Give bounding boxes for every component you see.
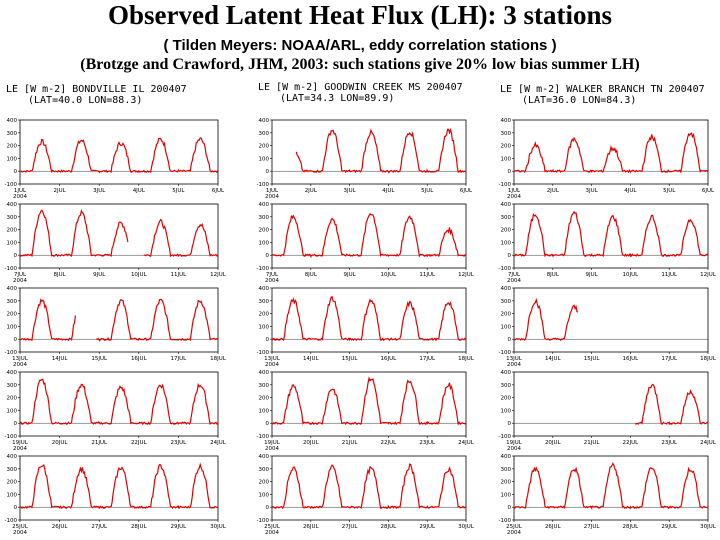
x-tick-label: 22JUL [130, 440, 147, 446]
x-tick-label: 23JUL [419, 440, 436, 446]
y-tick-label: 400 [258, 118, 269, 124]
y-tick-label: 400 [500, 202, 511, 208]
x-tick-label: 30JUL [210, 524, 226, 530]
panel-frame [20, 120, 218, 184]
x-tick-label: 22JUL [622, 440, 639, 446]
y-tick-label: 0 [507, 169, 511, 176]
le-series-line [20, 465, 218, 509]
y-tick-label: -100 [498, 182, 511, 188]
x-tick-label: 26JUL [544, 524, 561, 530]
x-tick-label: 15JUL [583, 356, 600, 362]
x-tick-label: 2JUL [546, 188, 559, 194]
x-tick-label: 11JUL [419, 272, 436, 278]
x-tick-label: 29JUL [419, 524, 436, 530]
y-tick-label: 300 [6, 298, 17, 305]
x-tick-label: 2004 [265, 530, 279, 536]
x-tick-label: 24JUL [700, 440, 716, 446]
x-tick-label: 16JUL [622, 356, 639, 362]
y-tick-label: 100 [258, 156, 269, 163]
le-series-line [20, 300, 218, 341]
le-series-line [514, 133, 708, 172]
x-tick-label: 19JUL [264, 440, 280, 446]
x-tick-label: 27JUL [91, 524, 108, 530]
y-tick-label: 300 [6, 214, 17, 221]
x-tick-label: 3JUL [343, 188, 356, 194]
y-tick-label: -100 [256, 266, 269, 272]
x-tick-label: 9JUL [93, 272, 106, 278]
y-tick-label: 0 [265, 505, 269, 512]
x-tick-label: 20JUL [302, 440, 319, 446]
y-tick-label: 200 [6, 143, 17, 150]
le-series-line [272, 464, 466, 508]
x-tick-label: 8JUL [53, 272, 66, 278]
y-tick-label: 400 [6, 370, 17, 376]
x-tick-label: 2004 [13, 362, 27, 368]
x-tick-label: 24JUL [458, 440, 474, 446]
y-tick-label: 0 [13, 421, 17, 428]
x-tick-label: 2JUL [53, 188, 66, 194]
x-tick-label: 20JUL [51, 440, 68, 446]
y-tick-label: 100 [6, 408, 17, 415]
panel-frame [20, 372, 218, 436]
le-series-line [635, 384, 708, 424]
le-series-line [514, 464, 708, 509]
y-tick-label: 300 [258, 382, 269, 389]
y-tick-label: 400 [258, 370, 269, 376]
chart-header-coords: (LAT=40.0 LON=88.3) [28, 95, 143, 106]
y-tick-label: 400 [500, 370, 511, 376]
x-tick-label: 14JUL [51, 356, 68, 362]
x-tick-label: 17JUL [661, 356, 678, 362]
y-tick-label: -100 [256, 182, 269, 188]
y-tick-label: 100 [6, 156, 17, 163]
panel-frame [20, 204, 218, 268]
x-tick-label: 2004 [13, 446, 27, 452]
x-tick-label: 20JUL [544, 440, 561, 446]
x-tick-label: 4JUL [382, 188, 395, 194]
x-tick-label: 11JUL [170, 272, 187, 278]
x-tick-label: 14JUL [302, 356, 319, 362]
y-tick-label: 300 [258, 298, 269, 305]
x-tick-label: 2004 [507, 362, 521, 368]
x-tick-label: 19JUL [506, 440, 522, 446]
x-tick-label: 30JUL [700, 524, 716, 530]
x-tick-label: 18JUL [210, 356, 226, 362]
y-tick-label: 0 [507, 337, 511, 344]
x-tick-label: 2JUL [304, 188, 317, 194]
y-tick-label: 0 [265, 169, 269, 176]
x-tick-label: 5JUL [663, 188, 676, 194]
panel-frame [272, 288, 466, 352]
x-tick-label: 5JUL [172, 188, 185, 194]
le-series-line [20, 379, 218, 424]
y-tick-label: -100 [498, 350, 511, 356]
x-tick-label: 17JUL [170, 356, 187, 362]
x-tick-label: 12JUL [210, 272, 226, 278]
panel-frame [272, 204, 466, 268]
chart-header-coords: (LAT=36.0 LON=84.3) [522, 95, 637, 106]
x-tick-label: 7JUL [13, 272, 27, 278]
y-tick-label: 200 [258, 227, 269, 234]
x-tick-label: 29JUL [170, 524, 187, 530]
panel-frame [272, 120, 466, 184]
panel-frame [514, 456, 708, 520]
x-tick-label: 2004 [507, 194, 521, 200]
x-tick-label: 10JUL [130, 272, 147, 278]
x-tick-label: 8JUL [304, 272, 317, 278]
y-tick-label: 300 [258, 130, 269, 137]
y-tick-label: -100 [4, 518, 17, 524]
panel-frame [20, 288, 218, 352]
x-tick-label: 27JUL [341, 524, 358, 530]
x-tick-label: 23JUL [661, 440, 678, 446]
y-tick-label: -100 [4, 266, 17, 272]
y-tick-label: -100 [256, 350, 269, 356]
x-tick-label: 4JUL [132, 188, 145, 194]
panel-frame [272, 456, 466, 520]
x-tick-label: 17JUL [419, 356, 436, 362]
y-tick-label: 200 [500, 311, 511, 318]
x-tick-label: 2004 [265, 362, 279, 368]
panel-frame [20, 456, 218, 520]
x-tick-label: 24JUL [210, 440, 226, 446]
y-tick-label: 400 [6, 454, 17, 460]
x-tick-label: 12JUL [700, 272, 716, 278]
x-tick-label: 25JUL [264, 524, 280, 530]
x-tick-label: 18JUL [458, 356, 474, 362]
y-tick-label: 100 [500, 240, 511, 247]
subtitle-source: ( Tilden Meyers: NOAA/ARL, eddy correlation stations ) [163, 37, 557, 54]
x-tick-label: 9JUL [343, 272, 356, 278]
y-tick-label: 400 [258, 202, 269, 208]
y-tick-label: 400 [6, 118, 17, 124]
x-tick-label: 25JUL [506, 524, 522, 530]
y-tick-label: 300 [6, 466, 17, 473]
x-tick-label: 4JUL [624, 188, 637, 194]
y-tick-label: 300 [258, 214, 269, 221]
x-tick-label: 21JUL [91, 440, 108, 446]
x-tick-label: 21JUL [583, 440, 600, 446]
x-tick-label: 2004 [265, 446, 279, 452]
x-tick-label: 16JUL [130, 356, 147, 362]
x-tick-label: 12JUL [458, 272, 474, 278]
x-tick-label: 2004 [265, 194, 279, 200]
x-tick-label: 21JUL [341, 440, 358, 446]
panel-frame [514, 372, 708, 436]
x-tick-label: 15JUL [91, 356, 108, 362]
le-series-line [272, 378, 466, 424]
y-tick-label: 200 [500, 479, 511, 486]
y-tick-label: 100 [6, 324, 17, 331]
y-tick-label: 0 [265, 421, 269, 428]
le-series-line [20, 210, 218, 256]
x-tick-label: 22JUL [380, 440, 397, 446]
y-tick-label: 300 [6, 130, 17, 137]
y-tick-label: 300 [6, 382, 17, 389]
x-tick-label: 23JUL [170, 440, 187, 446]
chart-header-station: LE [W m-2] WALKER BRANCH TN 200407 [500, 84, 705, 95]
page-title: Observed Latent Heat Flux (LH): 3 stations [108, 0, 612, 30]
x-tick-label: 11JUL [661, 272, 678, 278]
subtitle-note: (Brotzge and Crawford, JHM, 2003: such stations give 20% low bias summer LH) [80, 56, 640, 73]
x-tick-label: 14JUL [544, 356, 561, 362]
y-tick-label: 200 [258, 143, 269, 150]
x-tick-label: 26JUL [51, 524, 68, 530]
y-tick-label: 300 [500, 382, 511, 389]
y-tick-label: 200 [258, 395, 269, 402]
le-series-line [514, 212, 708, 256]
y-tick-label: 100 [258, 240, 269, 247]
x-tick-label: 27JUL [583, 524, 600, 530]
y-tick-label: 400 [258, 286, 269, 292]
y-tick-label: 0 [265, 337, 269, 344]
le-series-line [20, 138, 218, 172]
y-tick-label: 400 [500, 454, 511, 460]
y-tick-label: -100 [256, 518, 269, 524]
x-tick-label: 2004 [507, 278, 521, 284]
y-tick-label: 200 [6, 479, 17, 486]
y-tick-label: 100 [500, 156, 511, 163]
y-tick-label: 0 [507, 421, 511, 428]
panel-frame [514, 204, 708, 268]
y-tick-label: 0 [13, 505, 17, 512]
x-tick-label: 10JUL [622, 272, 639, 278]
x-tick-label: 2004 [13, 278, 27, 284]
y-tick-label: 100 [258, 492, 269, 499]
le-series-line [296, 129, 466, 172]
x-tick-label: 1JUL [507, 188, 521, 194]
x-tick-label: 8JUL [546, 272, 559, 278]
y-tick-label: 0 [13, 169, 17, 176]
y-tick-label: 400 [6, 202, 17, 208]
x-tick-label: 6JUL [211, 188, 225, 194]
y-tick-label: -100 [498, 518, 511, 524]
y-tick-label: 200 [6, 311, 17, 318]
y-tick-label: 200 [258, 311, 269, 318]
x-tick-label: 6JUL [701, 188, 715, 194]
y-tick-label: 400 [6, 286, 17, 292]
y-tick-label: 100 [500, 408, 511, 415]
y-tick-label: 300 [500, 298, 511, 305]
x-tick-label: 13JUL [506, 356, 522, 362]
x-tick-label: 2004 [507, 530, 521, 536]
y-tick-label: 400 [500, 286, 511, 292]
x-tick-label: 3JUL [585, 188, 598, 194]
le-series-line [272, 214, 466, 256]
y-tick-label: 400 [500, 118, 511, 124]
chart-header-station: LE [W m-2] BONDVILLE IL 200407 [6, 84, 187, 95]
y-tick-label: 300 [500, 130, 511, 137]
x-tick-label: 1JUL [13, 188, 27, 194]
x-tick-label: 30JUL [458, 524, 474, 530]
x-tick-label: 15JUL [341, 356, 358, 362]
x-tick-label: 28JUL [130, 524, 147, 530]
y-tick-label: 200 [500, 395, 511, 402]
panel-frame [514, 120, 708, 184]
y-tick-label: 100 [500, 492, 511, 499]
y-tick-label: 200 [500, 227, 511, 234]
y-tick-label: 100 [258, 324, 269, 331]
x-tick-label: 2004 [13, 530, 27, 536]
y-tick-label: 200 [258, 479, 269, 486]
y-tick-label: 300 [258, 466, 269, 473]
y-tick-label: 200 [6, 227, 17, 234]
x-tick-label: 2004 [13, 194, 27, 200]
y-tick-label: 300 [500, 214, 511, 221]
y-tick-label: 0 [507, 253, 511, 260]
panel-frame [514, 288, 708, 352]
y-tick-label: -100 [498, 266, 511, 272]
y-tick-label: 200 [6, 395, 17, 402]
y-tick-label: -100 [4, 350, 17, 356]
y-tick-label: 100 [500, 324, 511, 331]
x-tick-label: 28JUL [380, 524, 397, 530]
x-tick-label: 7JUL [265, 272, 279, 278]
y-tick-label: -100 [4, 182, 17, 188]
y-tick-label: 100 [258, 408, 269, 415]
x-tick-label: 16JUL [380, 356, 397, 362]
x-tick-label: 18JUL [700, 356, 716, 362]
x-tick-label: 13JUL [264, 356, 280, 362]
x-tick-label: 10JUL [380, 272, 397, 278]
x-tick-label: 1JUL [265, 188, 279, 194]
x-tick-label: 2004 [507, 446, 521, 452]
y-tick-label: 100 [6, 240, 17, 247]
y-tick-label: 0 [13, 253, 17, 260]
x-tick-label: 9JUL [585, 272, 598, 278]
x-tick-label: 25JUL [12, 524, 28, 530]
x-tick-label: 19JUL [12, 440, 28, 446]
y-tick-label: 0 [13, 337, 17, 344]
x-tick-label: 26JUL [302, 524, 319, 530]
x-tick-label: 3JUL [93, 188, 106, 194]
x-tick-label: 6JUL [459, 188, 473, 194]
y-tick-label: 300 [500, 466, 511, 473]
y-tick-label: 100 [6, 492, 17, 499]
x-tick-label: 7JUL [507, 272, 521, 278]
chart-header-coords: (LAT=34.3 LON=89.9) [280, 93, 395, 104]
y-tick-label: -100 [498, 434, 511, 440]
le-series-line [272, 297, 466, 340]
chart-header-station: LE [W m-2] GOODWIN CREEK MS 200407 [258, 82, 463, 93]
y-tick-label: 0 [265, 253, 269, 260]
y-tick-label: 400 [258, 454, 269, 460]
y-tick-label: 200 [500, 143, 511, 150]
x-tick-label: 5JUL [421, 188, 434, 194]
le-series-line [514, 300, 578, 340]
panel-frame [272, 372, 466, 436]
x-tick-label: 13JUL [12, 356, 28, 362]
y-tick-label: -100 [4, 434, 17, 440]
y-tick-label: 0 [507, 505, 511, 512]
y-tick-label: -100 [256, 434, 269, 440]
x-tick-label: 28JUL [622, 524, 639, 530]
x-tick-label: 29JUL [661, 524, 678, 530]
x-tick-label: 2004 [265, 278, 279, 284]
